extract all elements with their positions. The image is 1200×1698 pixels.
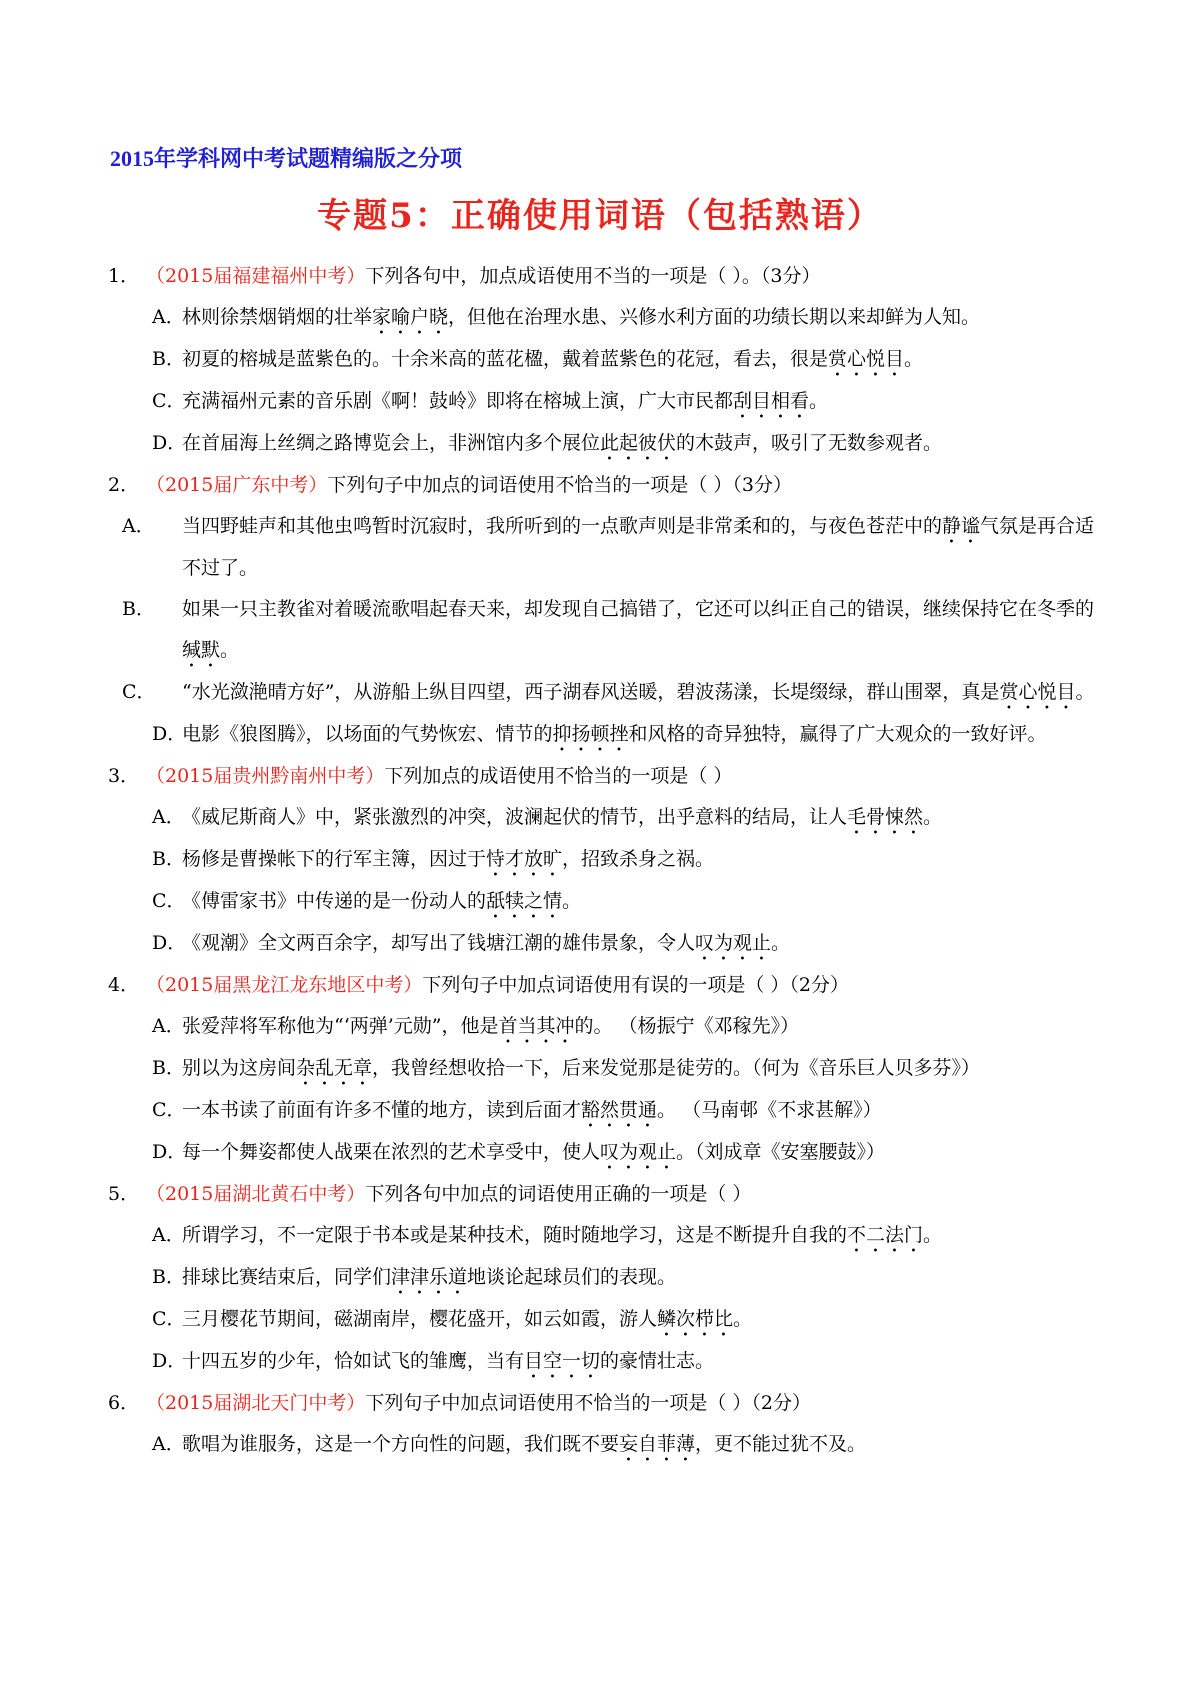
emphasized-word: 妄自菲薄 (619, 1433, 696, 1455)
answer-option (108, 1090, 1108, 1132)
emphasized-word: 目空一切 (524, 1350, 601, 1372)
option-text: 。 (771, 932, 791, 954)
emphasized-word: 赏心悦目 (828, 348, 905, 370)
option-text: 《观潮》全文两百余字，却写出了钱塘江潮的雄伟景象，令人 (182, 932, 696, 954)
option-text: 的豪情壮志。 (600, 1350, 715, 1372)
question-source: （2015届福建福州中考） (146, 265, 366, 287)
emphasized-word: 杂乱无章 (296, 1057, 373, 1079)
answer-option (108, 1048, 1108, 1090)
option-letter: A． (152, 1433, 185, 1455)
option-text: 每一个舞姿都使人战栗在浓烈的艺术享受中，使人 (182, 1141, 601, 1163)
option-text: 气氛是再合适不过了。 (182, 515, 1095, 579)
option-text: 杨修是曹操帐下的行军主簿，因过于 (182, 848, 487, 870)
answer-option (108, 839, 1108, 881)
answer-option (108, 1424, 1108, 1466)
option-text: 。 (923, 806, 943, 828)
emphasized-word: 静谧 (942, 515, 981, 537)
emphasized-word: 舐犊之情 (486, 890, 563, 912)
option-text: 如果一只主教雀对着暖流歌唱起春天来，却发现自己搞错了，它还可以纠正自己的错误，继续保持它在冬季的 (182, 598, 1095, 620)
question-source: （2015届湖北黄石中考） (146, 1183, 366, 1205)
option-letter: C． (152, 390, 186, 412)
question-number: 1． (108, 265, 140, 287)
option-text: ，但他在治理水患、兴修水利方面的功绩长期以来却鲜为人知。 (448, 306, 981, 328)
question-stem (108, 756, 1108, 797)
option-text: 《傅雷家书》中传递的是一份动人的 (182, 890, 487, 912)
option-letter: A． (152, 306, 185, 328)
question-text: 下列句子中加点词语使用有误的一项是（ ）（2分） (422, 974, 849, 996)
emphasized-word: 叹为观止 (695, 932, 772, 954)
question-stem (108, 465, 1108, 506)
option-text: 初夏的榕城是蓝紫色的。十余米高的蓝花楹，戴着蓝紫色的花冠，看去，很是 (182, 348, 829, 370)
emphasized-word: 首当其冲 (498, 1015, 575, 1037)
option-text: 一本书读了前面有许多不懂的地方，读到后面才 (182, 1099, 582, 1121)
emphasized-word: 抑扬顿挫 (552, 723, 629, 745)
option-letter: D． (152, 432, 187, 454)
question-number: 6． (108, 1392, 140, 1414)
option-letter: B． (152, 348, 185, 370)
option-text: ，更不能过犹不及。 (695, 1433, 867, 1455)
emphasized-word: 毛骨悚然 (847, 806, 924, 828)
option-text: 。 （马南邨《不求甚解》） (657, 1099, 882, 1121)
option-text: ，招致杀身之祸。 (562, 848, 715, 870)
option-letter: C． (152, 1099, 186, 1121)
answer-option (108, 1257, 1108, 1299)
option-text: “水光潋滟晴方好”，从游船上纵目四望，西子湖春风送暖，碧波荡漾，长堤缀绿，群山围翠，真是 (182, 681, 1000, 703)
option-text: 所谓学习，不一定限于书本或是某种技术，随时随地学习，这是不断提升自我的 (182, 1224, 848, 1246)
answer-option (108, 797, 1108, 839)
option-text: 和风格的奇异独特，赢得了广大观众的一致好评。 (628, 723, 1047, 745)
answer-option (108, 672, 1108, 714)
question-source: （2015届湖北天门中考） (146, 1392, 366, 1414)
answer-option (108, 297, 1108, 339)
question-number: 2． (108, 474, 140, 496)
page-title: 专题5：正确使用词语（包括熟语） (317, 196, 883, 236)
option-text: 林则徐禁烟销烟的壮举 (182, 306, 373, 328)
option-letter: A． (152, 1224, 185, 1246)
option-letter: A． (152, 1015, 185, 1037)
question-stem (108, 256, 1108, 297)
option-letter: B． (152, 1266, 185, 1288)
option-text: 的木鼓声，吸引了无数参观者。 (676, 432, 943, 454)
option-text: ，我曾经想收拾一下，后来发觉那是徒劳的。（何为《音乐巨人贝多芬》） (372, 1057, 981, 1079)
answer-option (108, 589, 1108, 672)
question-number: 3． (108, 765, 140, 787)
emphasized-word: 此起彼伏 (600, 432, 677, 454)
question-stem (108, 1174, 1108, 1215)
answer-option (108, 423, 1108, 465)
answer-option (108, 1341, 1108, 1383)
option-text: 。（刘成章《安塞腰鼓》） (676, 1141, 886, 1163)
option-text: 。 (1075, 681, 1095, 703)
emphasized-word: 不二法门 (847, 1224, 924, 1246)
answer-option (108, 714, 1108, 756)
answer-option (108, 1299, 1108, 1341)
emphasized-word: 恃才放旷 (486, 848, 563, 870)
option-text: 地谈论起球员们的表现。 (467, 1266, 677, 1288)
emphasized-word: 豁然贯通 (581, 1099, 658, 1121)
option-text: 张爱萍将军称他为“‘两弹’元勋”，他是 (182, 1015, 499, 1037)
question-text: 下列各句中加点的词语使用正确的一项是（ ） (365, 1183, 752, 1205)
question-text: 下列加点的成语使用不恰当的一项是（ ） (384, 765, 733, 787)
option-text: 。 (923, 1224, 943, 1246)
option-text: 。 (809, 390, 829, 412)
option-letter: B． (152, 848, 185, 870)
question-text: 下列句子中加点的词语使用不恰当的一项是（ ）（3分） (327, 474, 792, 496)
option-text: 十四五岁的少年，恰如试飞的雏鹰，当有 (182, 1350, 525, 1372)
option-text: 。 (733, 1308, 753, 1330)
question-text: 下列各句中，加点成语使用不当的一项是（ ）。（3分） (365, 265, 821, 287)
option-text: 的。 （杨振宁《邓稼先》） (574, 1015, 800, 1037)
answer-option (108, 923, 1108, 965)
answer-option (108, 1132, 1108, 1174)
option-text: 歌唱为谁服务，这是一个方向性的问题，我们既不要 (182, 1433, 620, 1455)
emphasized-word: 缄默 (182, 639, 221, 661)
answer-option (108, 381, 1108, 423)
answer-option (108, 1215, 1108, 1257)
question-list (108, 256, 1108, 1466)
option-letter: D． (152, 1350, 187, 1372)
option-letter: C． (152, 1308, 186, 1330)
option-letter: C． (122, 681, 156, 703)
series-header: 2015年学科网中考试题精编版之分项 (110, 146, 463, 171)
question-number: 5． (108, 1183, 140, 1205)
answer-option (108, 339, 1108, 381)
option-letter: B． (122, 598, 155, 620)
question-source: （2015届贵州黔南州中考） (146, 765, 385, 787)
emphasized-word: 津津乐道 (391, 1266, 468, 1288)
answer-option (108, 506, 1108, 589)
option-letter: D． (152, 932, 187, 954)
question-stem (108, 965, 1108, 1006)
option-letter: D． (152, 1141, 187, 1163)
option-text: 电影《狼图腾》，以场面的气势恢宏、情节的 (182, 723, 553, 745)
option-text: 充满福州元素的音乐剧《啊！鼓岭》即将在榕城上演，广大市民都 (182, 390, 734, 412)
option-text: 。 (904, 348, 924, 370)
option-letter: B． (152, 1057, 185, 1079)
answer-option (108, 1006, 1108, 1048)
emphasized-word: 家喻户晓 (372, 306, 449, 328)
emphasized-word: 赏心悦目 (999, 681, 1076, 703)
option-text: 排球比赛结束后，同学们 (182, 1266, 392, 1288)
question-text: 下列句子中加点词语使用不恰当的一项是（ ）（2分） (365, 1392, 811, 1414)
answer-option (108, 881, 1108, 923)
emphasized-word: 叹为观止 (600, 1141, 677, 1163)
option-text: 在首届海上丝绸之路博览会上，非洲馆内多个展位 (182, 432, 601, 454)
option-text: 别以为这房间 (182, 1057, 297, 1079)
option-text: 三月樱花节期间，磁湖南岸，樱花盛开，如云如霞，游人 (182, 1308, 658, 1330)
emphasized-word: 刮目相看 (733, 390, 810, 412)
option-text: 当四野蛙声和其他虫鸣暂时沉寂时，我所听到的一点歌声则是非常柔和的，与夜色苍茫中的 (182, 515, 943, 537)
question-source: （2015届广东中考） (146, 474, 328, 496)
option-letter: C． (152, 890, 186, 912)
option-letter: A． (152, 806, 185, 828)
emphasized-word: 鳞次栉比 (657, 1308, 734, 1330)
question-stem (108, 1383, 1108, 1424)
question-source: （2015届黑龙江龙东地区中考） (146, 974, 423, 996)
option-letter: A． (122, 515, 155, 537)
option-text: 。 (220, 639, 240, 661)
question-number: 4． (108, 974, 140, 996)
option-text: 。 (562, 890, 582, 912)
option-letter: D． (152, 723, 187, 745)
option-text: 《威尼斯商人》中，紧张激烈的冲突，波澜起伏的情节，出乎意料的结局，让人 (182, 806, 848, 828)
